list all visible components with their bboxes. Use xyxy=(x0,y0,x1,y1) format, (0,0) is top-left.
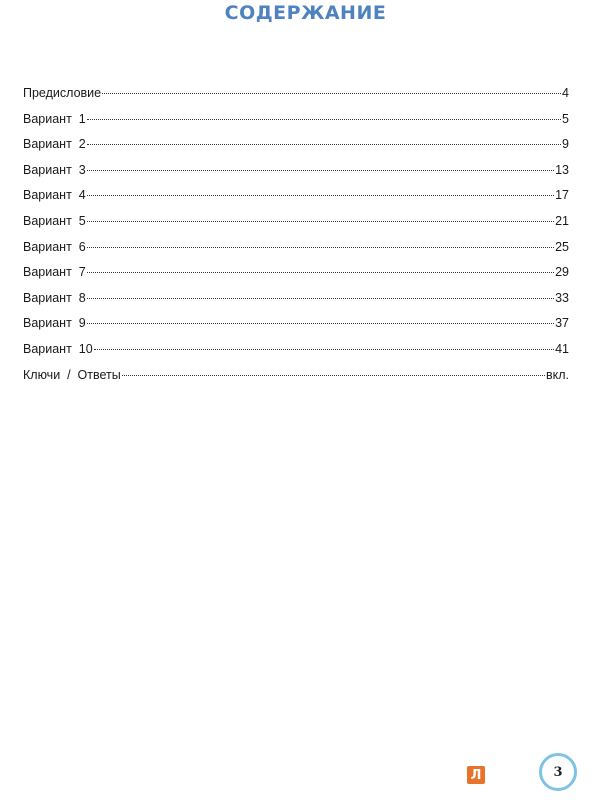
toc-page: 5 xyxy=(562,111,569,126)
toc-row-variant-9 xyxy=(23,316,569,342)
toc-page: 25 xyxy=(555,239,569,254)
toc-label: Предисловие xyxy=(23,86,102,100)
toc-label: Вариант 1 xyxy=(23,111,86,126)
toc-label: Вариант 2 xyxy=(23,137,86,152)
toc-row-variant-1 xyxy=(23,112,569,138)
table-of-contents xyxy=(23,86,569,393)
toc-page: 33 xyxy=(555,290,569,305)
toc-row-variant-4 xyxy=(23,188,569,214)
toc-row-preface xyxy=(23,86,569,112)
dot-leader xyxy=(87,119,561,120)
toc-label: Вариант 4 xyxy=(23,188,86,203)
toc-page: 21 xyxy=(555,213,569,228)
dot-leader xyxy=(94,349,554,350)
toc-page: вкл. xyxy=(545,367,569,382)
toc-row-variant-5 xyxy=(23,214,569,240)
toc-label: Вариант 5 xyxy=(23,213,86,228)
page-title: СОДЕРЖАНИЕ xyxy=(224,2,387,24)
dot-leader xyxy=(87,247,554,248)
labirint-logo-icon: Л xyxy=(467,766,485,784)
toc-row-variant-7 xyxy=(23,265,569,291)
toc-row-variant-10 xyxy=(23,342,569,368)
dot-leader xyxy=(87,323,554,324)
toc-row-variant-8 xyxy=(23,291,569,317)
toc-row-variant-6 xyxy=(23,240,569,266)
toc-page: 37 xyxy=(555,316,569,331)
toc-page: 4 xyxy=(562,86,569,100)
dot-leader xyxy=(87,170,554,171)
toc-row-variant-3 xyxy=(23,163,569,189)
toc-row-variant-2 xyxy=(23,137,569,163)
toc-label: Вариант 10 xyxy=(23,341,93,356)
dot-leader xyxy=(87,195,554,196)
toc-page: 13 xyxy=(555,162,569,177)
toc-page: 9 xyxy=(562,137,569,152)
page-number: 3 xyxy=(539,753,577,791)
toc-label: Вариант 9 xyxy=(23,316,86,331)
dot-leader xyxy=(87,221,554,222)
toc-page: 41 xyxy=(555,341,569,356)
toc-row-answers xyxy=(23,368,569,394)
dot-leader xyxy=(102,93,561,94)
toc-label: Вариант 3 xyxy=(23,162,86,177)
toc-label: Вариант 8 xyxy=(23,290,86,305)
toc-label: Ключи / Ответы xyxy=(23,367,121,382)
toc-page: 17 xyxy=(555,188,569,203)
dot-leader xyxy=(122,375,545,376)
dot-leader xyxy=(87,144,561,145)
dot-leader xyxy=(87,272,554,273)
toc-label: Вариант 7 xyxy=(23,265,86,280)
toc-label: Вариант 6 xyxy=(23,239,86,254)
dot-leader xyxy=(87,298,554,299)
toc-page: 29 xyxy=(555,265,569,280)
